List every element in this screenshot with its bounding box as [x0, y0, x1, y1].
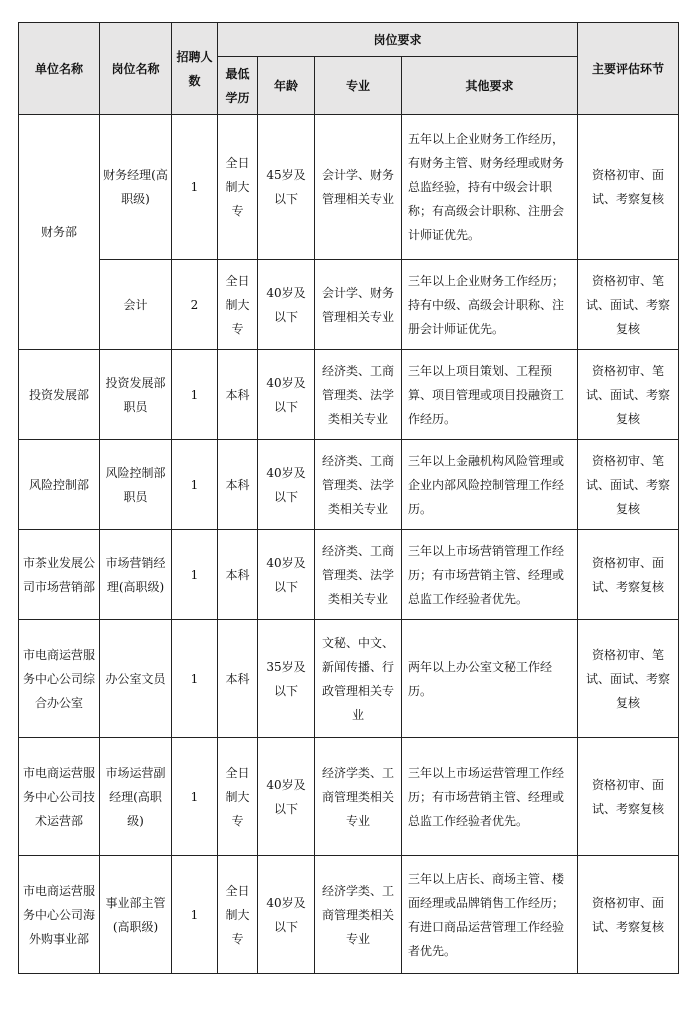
cell-education: 全日制大专: [218, 856, 258, 974]
cell-education: 本科: [218, 530, 258, 620]
header-other: 其他要求: [402, 57, 578, 115]
cell-age: 40岁及以下: [258, 440, 315, 530]
cell-other: 三年以上金融机构风险管理或企业内部风险控制管理工作经历。: [402, 440, 578, 530]
cell-education: 全日制大专: [218, 260, 258, 350]
table-row: [19, 440, 679, 530]
cell-education: 本科: [218, 350, 258, 440]
cell-evaluation: 资格初审、笔试、面试、考察复核: [578, 350, 679, 440]
recruitment-table: [18, 22, 679, 974]
table-body: [19, 115, 679, 974]
header-education: 最低学历: [218, 57, 258, 115]
cell-post: 会计: [100, 260, 172, 350]
cell-evaluation: 资格初审、面试、考察复核: [578, 115, 679, 260]
cell-count: 1: [172, 738, 218, 856]
cell-other: 三年以上项目策划、工程预算、项目管理或项目投融资工作经历。: [402, 350, 578, 440]
cell-evaluation: 资格初审、面试、考察复核: [578, 738, 679, 856]
cell-major: 经济学类、工商管理类相关专业: [315, 856, 402, 974]
cell-post: 投资发展部职员: [100, 350, 172, 440]
cell-evaluation: 资格初审、笔试、面试、考察复核: [578, 440, 679, 530]
cell-unit: 市电商运营服务中心公司海外购事业部: [19, 856, 100, 974]
table-header: [19, 23, 679, 115]
cell-other: 三年以上市场运营管理工作经历；有市场营销主管、经理或总监工作经验者优先。: [402, 738, 578, 856]
cell-evaluation: 资格初审、笔试、面试、考察复核: [578, 620, 679, 738]
cell-age: 40岁及以下: [258, 260, 315, 350]
cell-age: 40岁及以下: [258, 530, 315, 620]
cell-count: 1: [172, 350, 218, 440]
cell-evaluation: 资格初审、面试、考察复核: [578, 856, 679, 974]
table-row: [19, 350, 679, 440]
cell-major: 经济学类、工商管理类相关专业: [315, 738, 402, 856]
cell-unit: 投资发展部: [19, 350, 100, 440]
table-row: [19, 260, 679, 350]
cell-unit: 市电商运营服务中心公司综合办公室: [19, 620, 100, 738]
cell-education: 本科: [218, 440, 258, 530]
cell-other: 五年以上企业财务工作经历，有财务主管、财务经理或财务总监经验，持有中级会计职称；有高级会计职称、注册会计师证优先。: [402, 115, 578, 260]
cell-count: 1: [172, 115, 218, 260]
cell-unit: 市茶业发展公司市场营销部: [19, 530, 100, 620]
cell-age: 40岁及以下: [258, 856, 315, 974]
cell-unit: 财务部: [19, 115, 100, 350]
cell-major: 经济类、工商管理类、法学类相关专业: [315, 530, 402, 620]
cell-unit: 风险控制部: [19, 440, 100, 530]
header-age: 年龄: [258, 57, 315, 115]
cell-education: 全日制大专: [218, 115, 258, 260]
header-requirements: 岗位要求: [218, 23, 578, 57]
cell-major: 经济类、工商管理类、法学类相关专业: [315, 350, 402, 440]
cell-other: 三年以上店长、商场主管、楼面经理或品牌销售工作经历；有进口商品运营管理工作经验者优先。: [402, 856, 578, 974]
cell-age: 40岁及以下: [258, 738, 315, 856]
cell-education: 全日制大专: [218, 738, 258, 856]
cell-post: 事业部主管(高职级): [100, 856, 172, 974]
cell-age: 45岁及以下: [258, 115, 315, 260]
table-row: [19, 738, 679, 856]
header-count: 招聘人数: [172, 23, 218, 115]
table-row: [19, 620, 679, 738]
header-post: 岗位名称: [100, 23, 172, 115]
cell-count: 1: [172, 530, 218, 620]
cell-post: 市场运营副经理(高职级): [100, 738, 172, 856]
cell-other: 两年以上办公室文秘工作经历。: [402, 620, 578, 738]
cell-count: 1: [172, 440, 218, 530]
cell-evaluation: 资格初审、笔试、面试、考察复核: [578, 260, 679, 350]
cell-count: 2: [172, 260, 218, 350]
cell-unit: 市电商运营服务中心公司技术运营部: [19, 738, 100, 856]
table-row: [19, 530, 679, 620]
cell-count: 1: [172, 856, 218, 974]
cell-other: 三年以上市场营销管理工作经历；有市场营销主管、经理或总监工作经验者优先。: [402, 530, 578, 620]
cell-major: 文秘、中文、新闻传播、行政管理相关专业: [315, 620, 402, 738]
cell-evaluation: 资格初审、面试、考察复核: [578, 530, 679, 620]
table-row: [19, 115, 679, 260]
cell-other: 三年以上企业财务工作经历；持有中级、高级会计职称、注册会计师证优先。: [402, 260, 578, 350]
header-major: 专业: [315, 57, 402, 115]
header-evaluation: 主要评估环节: [578, 23, 679, 115]
cell-age: 40岁及以下: [258, 350, 315, 440]
cell-post: 风险控制部职员: [100, 440, 172, 530]
cell-post: 财务经理(高职级): [100, 115, 172, 260]
cell-post: 市场营销经理(高职级): [100, 530, 172, 620]
cell-major: 经济类、工商管理类、法学类相关专业: [315, 440, 402, 530]
header-unit: 单位名称: [19, 23, 100, 115]
cell-post: 办公室文员: [100, 620, 172, 738]
table-row: [19, 856, 679, 974]
cell-count: 1: [172, 620, 218, 738]
cell-age: 35岁及以下: [258, 620, 315, 738]
cell-major: 会计学、财务管理相关专业: [315, 260, 402, 350]
cell-major: 会计学、财务管理相关专业: [315, 115, 402, 260]
cell-education: 本科: [218, 620, 258, 738]
